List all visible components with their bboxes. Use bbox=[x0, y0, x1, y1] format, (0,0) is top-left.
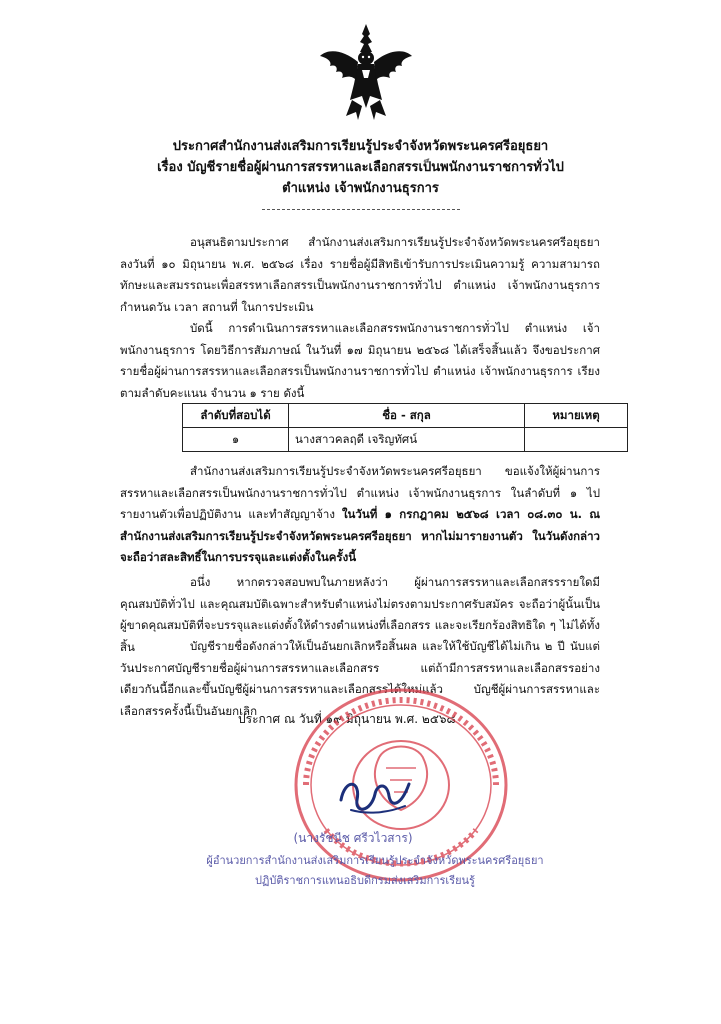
candidate-table bbox=[182, 403, 628, 452]
table-header-remark: หมายเหตุ bbox=[525, 404, 628, 428]
paragraph-result bbox=[120, 318, 600, 404]
signatory-position: ผู้อำนวยการสำนักงานส่งเสริมการเรียนรู้ประจำจังหวัดพระนครศรีอยุธยา bbox=[206, 854, 544, 867]
signature bbox=[335, 770, 415, 820]
title-divider bbox=[262, 209, 460, 210]
announcement-subject: เรื่อง บัญชีรายชื่อผู้ผ่านการสรรหาและเลือกสรรเป็นพนักงานราชการทั่วไป bbox=[157, 160, 564, 175]
paragraph-list-validity-text: บัญชีรายชื่อดังกล่าวให้เป็นอันยกเลิกหรือสิ้นผล และให้ใช้บัญชีได้ไม่เกิน ๒ ปี นับแต่วันประกาศบัญชีรายชื่อผู้ผ่านการสรรหาและเลือกสรร แต่ถ้ามีการสรรหาและเลือกสรรอย่างเดียวกันนี้อีกและขึ้นบัญชีผู้ผ่านการสรรหาและเลือกสรรได้ใหม่แล้ว บัญชีผู้ผ่านการสรรหาและเลือกสรรครั้งนี้เป็นอันยกเลิก bbox=[120, 639, 600, 718]
table-row bbox=[183, 428, 628, 452]
paragraph-qualification-text: อนึ่ง หากตรวจสอบพบในภายหลังว่า ผู้ผ่านการสรรหาและเลือกสรรรายใดมีคุณสมบัติทั่วไป และคุณสมบัติเฉพาะสำหรับตำแหน่งไม่ตรงตามประกาศรับสมัคร จะถือว่าผู้นั้นเป็นผู้ขาดคุณสมบัติที่จะบรรจุและแต่งตั้งให้ดำรงตำแหน่งที่เลือกสรร และจะเรียกร้องสิทธิใด ๆ ไม่ได้ทั้งสิ้น bbox=[120, 575, 600, 654]
signatory-name: (นางรัชนีช ศรีวไวสาร) bbox=[293, 831, 413, 845]
announcement-position: ตำแหน่ง เจ้าพนักงานธุรการ bbox=[282, 181, 439, 196]
paragraph-result-text: บัดนี้ การดำเนินการสรรหาและเลือกสรรพนักงานราชการทั่วไป ตำแหน่ง เจ้าพนักงานธุรการ โดยวิธีการสัมภาษณ์ ในวันที่ ๑๗ มิถุนายน ๒๕๖๘ ได้เสร็จสิ้นแล้ว จึงขอประกาศรายชื่อผู้ผ่านการสรรหาและเลือกสรรเป็นพนักงานราชการทั่วไป ตำแหน่ง เจ้าพนักงานธุรการ เรียงตามลำดับคะแนน จำนวน ๑ ราย ดังนี้ bbox=[120, 321, 600, 400]
table-header-rank: ลำดับที่สอบได้ bbox=[183, 404, 289, 428]
report-duty-text: สำนักงานส่งเสริมการเรียนรู้ประจำจังหวัดพระนครศรีอยุธยา ขอแจ้งให้ผู้ผ่านการสรรหาและเลือกสรรเป็นพนักงานราชการทั่วไป ตำแหน่ง เจ้าพนักงานธุรการ ในลำดับที่ ๑ ไปรายงานตัวเพื่อปฏิบัติงาน และทำสัญญาจ้าง bbox=[120, 464, 600, 521]
garuda-emblem bbox=[318, 22, 414, 122]
announcement-date: ประกาศ ณ วันที่ ๑๙ มิถุนายน พ.ศ. ๒๕๖๘ bbox=[238, 712, 456, 726]
table-cell-name: นางสาวคลฤดี เจริญทัศน์ bbox=[289, 428, 525, 452]
table-cell-remark bbox=[525, 428, 628, 452]
table-header-name: ชื่อ - สกุล bbox=[289, 404, 525, 428]
report-duty-deadline: ในวันที่ ๑ กรกฎาคม ๒๕๖๘ เวลา ๐๘.๓๐ น. ณ สำนักงานส่งเสริมการเรียนรู้ประจำจังหวัดพระนครศรีอยุธยา หากไม่มารายงานตัว ในวันดังกล่าว จะถือว่าสละสิทธิ์ในการบรรจุและแต่งตั้งในครั้งนี้ bbox=[120, 507, 600, 564]
signatory-acting-for: ปฏิบัติราชการแทนอธิบดีกรมส่งเสริมการเรียนรู้ bbox=[255, 874, 475, 887]
paragraph-reference bbox=[120, 232, 600, 318]
announcement-title: ประกาศสำนักงานส่งเสริมการเรียนรู้ประจำจังหวัดพระนครศรีอยุธยา bbox=[172, 139, 549, 154]
paragraph-report-duty bbox=[120, 461, 600, 569]
paragraph-reference-text: อนุสนธิตามประกาศ สำนักงานส่งเสริมการเรียนรู้ประจำจังหวัดพระนครศรีอยุธยา ลงวันที่ ๑๐ มิถุนายน พ.ศ. ๒๕๖๘ เรื่อง รายชื่อผู้มีสิทธิเข้ารับการประเมินความรู้ ความสามารถทักษะและสมรรถนะเพื่อสรรหาเลือกสรรเป็นพนักงานราชการทั่วไป ตำแหน่ง เจ้าพนักงานธุรการ กำหนดวัน เวลา สถานที่ ในการประเมิน bbox=[120, 235, 600, 314]
table-cell-rank: ๑ bbox=[183, 428, 289, 452]
table-header-row bbox=[183, 404, 628, 428]
